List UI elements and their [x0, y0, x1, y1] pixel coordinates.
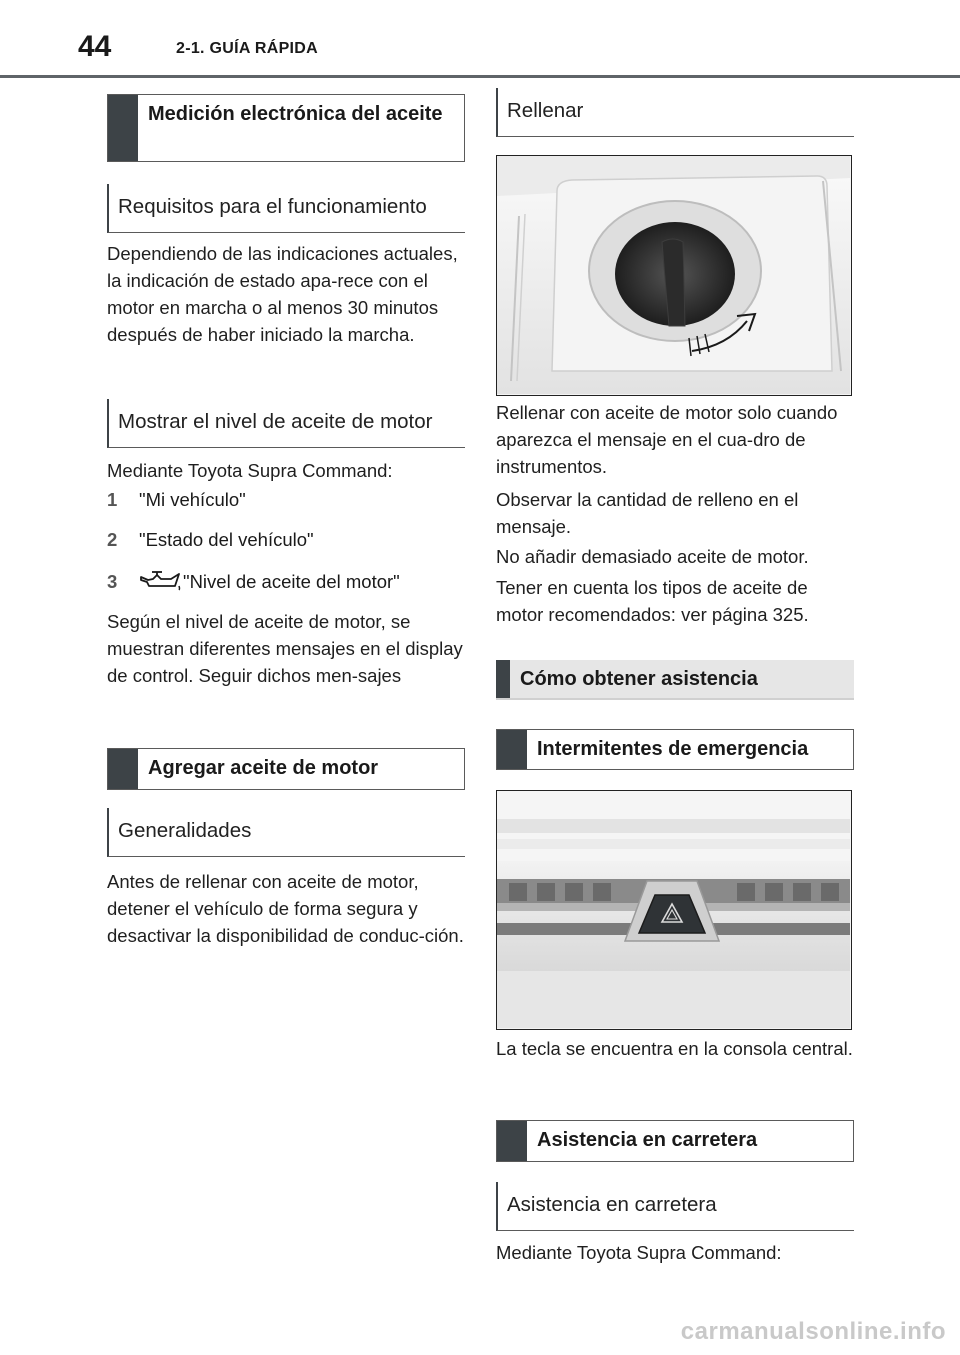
heading-bar: [496, 660, 510, 698]
list-number: 2: [107, 529, 118, 550]
heading-bar: [497, 730, 527, 769]
paragraph-refill-4: Tener en cuenta los tipos de aceite de motor recomendados: ver página 325.: [496, 577, 809, 625]
paragraph-via-command: Mediante Toyota Supra Command:: [496, 1242, 782, 1263]
subheading-roadside-assistance: Asistencia en carretera: [496, 1182, 854, 1231]
heading-bar: [108, 95, 138, 161]
list-text: "Estado del vehículo": [139, 529, 314, 550]
hazard-switch-image: [497, 791, 850, 1028]
section-heading-oil-measurement: [107, 94, 465, 162]
subheading-show-oil-level: Mostrar el nivel de aceite de motor: [107, 399, 465, 448]
list-item: [107, 486, 465, 513]
section-heading-hazard-lights: [496, 729, 854, 770]
page-number: 44: [78, 30, 112, 63]
paragraph-refill-2: Observar la cantidad de relleno en el mensaje.: [496, 489, 799, 537]
list-number: 3: [107, 571, 118, 592]
section-heading-add-oil: [107, 748, 465, 790]
page-header: [0, 0, 960, 80]
paragraph-messages: Según el nivel de aceite de motor, se muestran diferentes mensajes en el display de control. Seguir dichos men-sajes: [107, 611, 463, 686]
paragraph-refill-1: Rellenar con aceite de motor solo cuando aparezca el mensaje en el cua-dro de instrumentos.: [496, 402, 838, 477]
subheading-refill: Rellenar: [496, 88, 854, 137]
heading-text: Cómo obtener asistencia: [520, 668, 758, 690]
header-rule: [0, 75, 960, 78]
chapter-title: 2-1. GUÍA RÁPIDA: [176, 40, 319, 57]
section-heading-assistance: [496, 660, 854, 700]
subheading-requirements: Requisitos para el funcionamiento: [107, 184, 465, 233]
paragraph-hazard: La tecla se encuentra en la consola central.: [496, 1038, 853, 1059]
heading-text: Asistencia en carretera: [537, 1129, 758, 1151]
section-heading-roadside-assistance: [496, 1120, 854, 1162]
oil-cap-illustration: [496, 155, 852, 396]
watermark: carmanualsonline.info: [680, 1318, 946, 1345]
oil-can-icon: [139, 571, 181, 593]
heading-bar: [108, 749, 138, 789]
paragraph-general: Antes de rellenar con aceite de motor, detener el vehículo de forma segura y desactivar la disponibilidad de conduc-ción.: [107, 871, 464, 946]
list-text: "Nivel de aceite del motor": [183, 571, 400, 592]
subheading-general: Generalidades: [107, 808, 465, 857]
paragraph-refill-3: No añadir demasiado aceite de motor.: [496, 546, 809, 567]
list-item: [107, 568, 465, 595]
list-text: "Mi vehículo": [139, 489, 246, 510]
heading-text: Medición electrónica del aceite: [148, 103, 443, 125]
paragraph-via-command: Mediante Toyota Supra Command:: [107, 460, 393, 481]
oil-filler-cap-image: [497, 156, 850, 394]
heading-text: Agregar aceite de motor: [148, 757, 379, 779]
heading-text: Intermitentes de emergencia: [537, 738, 809, 760]
hazard-button-illustration: [496, 790, 852, 1030]
list-item: [107, 526, 465, 553]
list-number: 1: [107, 489, 118, 510]
heading-bar: [497, 1121, 527, 1161]
paragraph-requirements: Dependiendo de las indicaciones actuales, la indicación de estado apa-rece con el motor en marcha o al menos 30 minutos después de haber iniciado la marcha.: [107, 243, 458, 345]
